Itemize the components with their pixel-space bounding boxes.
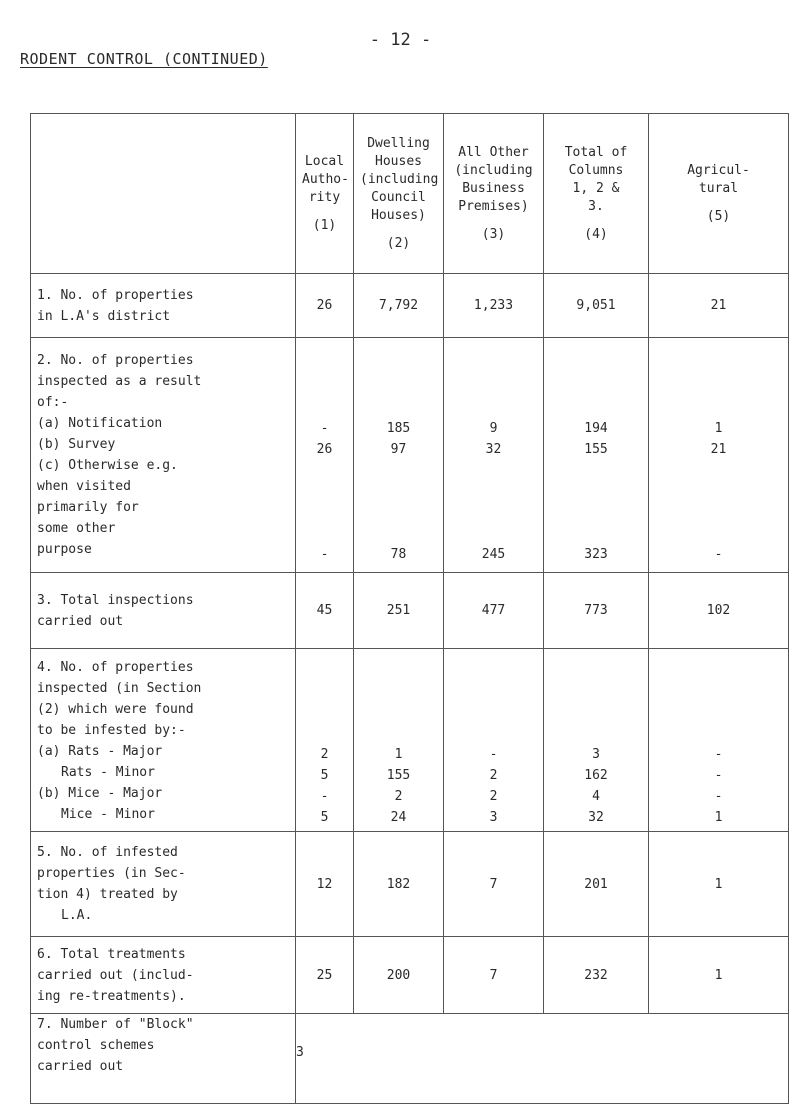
cell-values — [296, 338, 354, 573]
cell-value: 25 — [296, 937, 354, 1014]
cell-value: 102 — [649, 573, 789, 649]
cell-value: 232 — [544, 937, 649, 1014]
cell-value: 7 — [444, 832, 544, 937]
cell-values — [544, 338, 649, 573]
table-row — [31, 338, 789, 573]
value-survey: 21 — [710, 442, 727, 457]
value-notification: 1 — [714, 421, 723, 436]
value-survey: 97 — [390, 442, 407, 457]
cell-values: 1 155 2 24 — [354, 649, 444, 832]
row-label: 5. No. of infested properties (in Sec- tion 4) treated by L.A. — [31, 832, 296, 937]
row-label: 1. No. of properties in L.A's district — [31, 274, 296, 338]
cell-value: 7,792 — [354, 274, 444, 338]
cell-value: 200 — [354, 937, 444, 1014]
cell-value: 773 — [544, 573, 649, 649]
cell-value-block-schemes: 3 — [296, 1014, 789, 1104]
cell-value: 182 — [354, 832, 444, 937]
table-row — [31, 832, 789, 937]
cell-value: 1,233 — [444, 274, 544, 338]
cell-value: 45 — [296, 573, 354, 649]
row-label: 7. Number of "Block" control schemes carried out — [31, 1014, 296, 1104]
value-notification: 185 — [386, 421, 411, 436]
cell-values — [649, 338, 789, 573]
cell-value: 12 — [296, 832, 354, 937]
col-header-local-authority: Local Autho- rity (1) — [296, 114, 354, 274]
cell-value: 477 — [444, 573, 544, 649]
value-survey: 155 — [584, 442, 608, 457]
row-label: 2. No. of properties inspected as a result of:- (a) Notification (b) Survey (c) Otherwise e.g. when visited primarily for some other purpose — [31, 338, 296, 573]
row-label: 4. No. of properties inspected (in Section (2) which were found to be infested by:- (a) Rats - Major Rats - Minor (b) Mice - Major Mice - Minor — [31, 649, 296, 832]
col-header-total: Total of Columns 1, 2 & 3. (4) — [544, 114, 649, 274]
col-header-all-other: All Other (including Business Premises) (3) — [444, 114, 544, 274]
table-row — [31, 1014, 789, 1104]
cell-value: 1 — [649, 832, 789, 937]
value-otherwise: 78 — [390, 547, 407, 562]
table-row — [31, 649, 789, 832]
cell-values — [354, 338, 444, 573]
cell-value: 251 — [354, 573, 444, 649]
page-number: - 12 - — [369, 30, 432, 50]
row-label: 3. Total inspections carried out — [31, 573, 296, 649]
value-otherwise: 245 — [481, 547, 506, 562]
rodent-control-table — [30, 113, 789, 1104]
cell-value: 1 — [649, 937, 789, 1014]
cell-value: 21 — [649, 274, 789, 338]
header-row — [31, 114, 789, 274]
cell-value: 7 — [444, 937, 544, 1014]
row-label: 6. Total treatments carried out (includ- ing re-treatments). — [31, 937, 296, 1014]
cell-values: - 2 2 3 — [444, 649, 544, 832]
cell-values — [444, 338, 544, 573]
col-header-dwelling-houses: Dwelling Houses (including Council Houses) (2) — [354, 114, 444, 274]
value-notification: - — [320, 421, 329, 436]
cell-value: 9,051 — [544, 274, 649, 338]
value-survey: 26 — [316, 442, 333, 457]
value-notification: 9 — [489, 421, 498, 436]
cell-value: 201 — [544, 832, 649, 937]
header-blank-cell — [31, 114, 296, 274]
value-otherwise: 323 — [584, 547, 608, 562]
cell-value: 26 — [296, 274, 354, 338]
value-otherwise: - — [714, 547, 723, 562]
value-otherwise: - — [320, 547, 329, 562]
cell-values: - - - 1 — [649, 649, 789, 832]
col-header-agricultural: Agricul- tural (5) — [649, 114, 789, 274]
section-heading: RODENT CONTROL (CONTINUED) — [20, 50, 268, 68]
table-row — [31, 573, 789, 649]
table-row — [31, 937, 789, 1014]
cell-values: 2 5 - 5 — [296, 649, 354, 832]
value-survey: 32 — [485, 442, 502, 457]
value-notification: 194 — [584, 421, 608, 436]
table-row — [31, 274, 789, 338]
cell-values: 3 162 4 32 — [544, 649, 649, 832]
